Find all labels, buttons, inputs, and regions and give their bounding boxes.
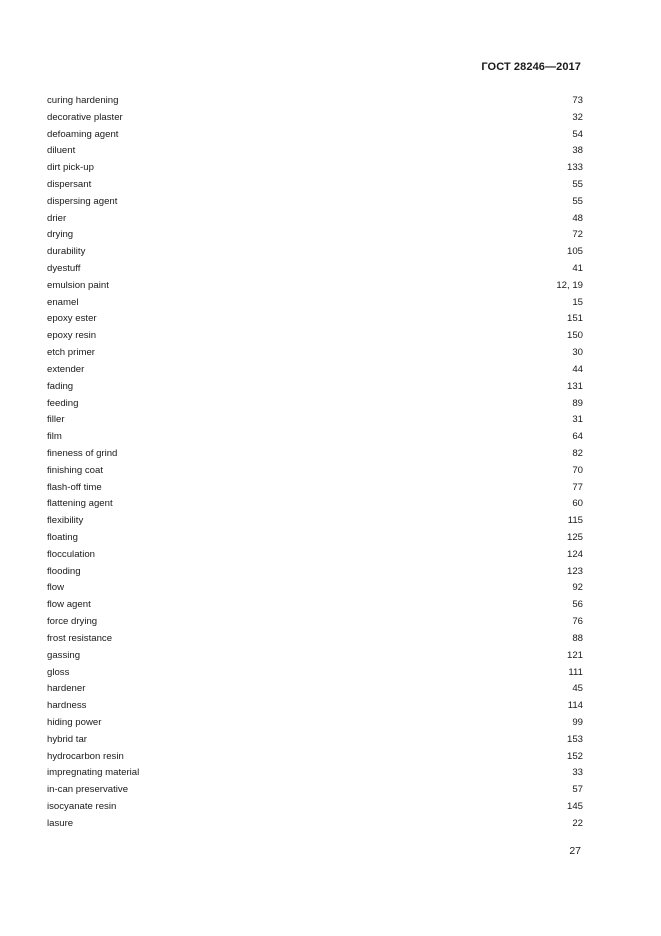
page-number: 27 [569, 845, 581, 857]
index-entry [47, 176, 583, 193]
index-page-ref: 41 [572, 263, 583, 275]
index-entry [47, 748, 583, 765]
index-term: floating [47, 532, 78, 544]
index-term: durability [47, 246, 86, 258]
index-term: finishing coat [47, 464, 103, 476]
index-term: diluent [47, 145, 76, 157]
index-entry [47, 210, 583, 227]
index-term: flow agent [47, 599, 91, 611]
index-term: hiding power [47, 716, 102, 728]
index-page-ref: 152 [566, 750, 583, 762]
index-term: flash-off time [47, 481, 102, 493]
index-entry [47, 815, 583, 832]
index-term: hybrid tar [47, 733, 87, 745]
index-term: flow [47, 582, 65, 594]
index-term: hydrocarbon resin [47, 750, 124, 762]
index-page-ref: 15 [572, 296, 583, 308]
term-index [47, 92, 583, 832]
index-term: flooding [47, 565, 81, 577]
index-page-ref: 145 [566, 801, 583, 813]
index-term: etch primer [47, 347, 95, 359]
index-term: emulsion paint [47, 279, 109, 291]
index-term: dispersant [47, 178, 92, 190]
index-entry [47, 781, 583, 798]
index-entry [47, 596, 583, 613]
index-page-ref: 131 [566, 380, 583, 392]
index-term: drier [47, 212, 67, 224]
index-page-ref: 22 [572, 817, 583, 829]
index-page-ref: 153 [566, 733, 583, 745]
index-page-ref: 32 [572, 111, 583, 123]
index-term: defoaming agent [47, 128, 119, 140]
index-page-ref: 99 [572, 716, 583, 728]
index-page-ref: 57 [572, 784, 583, 796]
index-page-ref: 89 [572, 397, 583, 409]
index-term: lasure [47, 817, 74, 829]
index-page-ref: 105 [566, 246, 583, 258]
index-entry [47, 277, 583, 294]
index-entry [47, 546, 583, 563]
index-entry [47, 512, 583, 529]
index-page-ref: 38 [572, 145, 583, 157]
index-page-ref: 73 [572, 94, 583, 106]
index-entry [47, 344, 583, 361]
index-term: flattening agent [47, 498, 113, 510]
index-term: feeding [47, 397, 79, 409]
index-entry [47, 227, 583, 244]
index-page-ref: 88 [572, 632, 583, 644]
index-term: hardness [47, 700, 87, 712]
index-page-ref: 55 [572, 178, 583, 190]
index-term: force drying [47, 616, 98, 628]
index-term: decorative plaster [47, 111, 123, 123]
index-entry [47, 361, 583, 378]
index-term: in-can preservative [47, 784, 129, 796]
index-entry [47, 798, 583, 815]
index-entry [47, 126, 583, 143]
index-page-ref: 12, 19 [556, 279, 583, 291]
index-entry [47, 159, 583, 176]
index-entry [47, 647, 583, 664]
index-entry [47, 765, 583, 782]
index-page-ref: 77 [572, 481, 583, 493]
index-page-ref: 124 [566, 548, 583, 560]
index-term: hardener [47, 683, 86, 695]
index-entry [47, 580, 583, 597]
index-term: dispersing agent [47, 195, 118, 207]
index-entry [47, 697, 583, 714]
index-term: fading [47, 380, 74, 392]
index-page-ref: 92 [572, 582, 583, 594]
index-entry [47, 193, 583, 210]
index-entry [47, 630, 583, 647]
index-page-ref: 48 [572, 212, 583, 224]
index-page-ref: 56 [572, 599, 583, 611]
index-page-ref: 31 [572, 414, 583, 426]
index-term: gloss [47, 666, 70, 678]
index-term: flexibility [47, 515, 84, 527]
index-term: epoxy resin [47, 330, 97, 342]
index-page-ref: 64 [572, 431, 583, 443]
index-page-ref: 133 [566, 162, 583, 174]
index-page-ref: 72 [572, 229, 583, 241]
index-entry [47, 529, 583, 546]
index-page-ref: 55 [572, 195, 583, 207]
index-entry [47, 613, 583, 630]
index-term: isocyanate resin [47, 801, 117, 813]
index-page-ref: 54 [572, 128, 583, 140]
index-page-ref: 70 [572, 464, 583, 476]
index-entry [47, 311, 583, 328]
index-term: gassing [47, 649, 81, 661]
index-term: dyestuff [47, 263, 81, 275]
index-page-ref: 60 [572, 498, 583, 510]
index-term: film [47, 431, 62, 443]
index-term: filler [47, 414, 65, 426]
index-page-ref: 111 [568, 666, 583, 678]
index-entry [47, 563, 583, 580]
index-term: impregnating material [47, 767, 140, 779]
index-entry [47, 395, 583, 412]
index-entry [47, 428, 583, 445]
index-term: fineness of grind [47, 447, 118, 459]
index-entry [47, 462, 583, 479]
index-entry [47, 327, 583, 344]
index-page-ref: 125 [566, 532, 583, 544]
index-entry [47, 243, 583, 260]
index-page-ref: 123 [566, 565, 583, 577]
index-page-ref: 30 [572, 347, 583, 359]
index-page-ref: 151 [566, 313, 583, 325]
index-entry [47, 479, 583, 496]
index-page-ref: 44 [572, 363, 583, 375]
document-header: ГОСТ 28246—2017 [481, 61, 581, 73]
index-term: extender [47, 363, 85, 375]
index-entry [47, 294, 583, 311]
index-page-ref: 33 [572, 767, 583, 779]
index-entry [47, 496, 583, 513]
index-page-ref: 150 [566, 330, 583, 342]
index-page-ref: 115 [567, 515, 583, 527]
index-entry [47, 142, 583, 159]
index-page-ref: 121 [566, 649, 583, 661]
index-page-ref: 76 [572, 616, 583, 628]
index-term: curing hardening [47, 94, 119, 106]
index-term: drying [47, 229, 74, 241]
index-entry [47, 109, 583, 126]
index-entry [47, 445, 583, 462]
index-term: frost resistance [47, 632, 113, 644]
index-entry [47, 714, 583, 731]
index-term: epoxy ester [47, 313, 97, 325]
index-page-ref: 82 [572, 447, 583, 459]
index-term: enamel [47, 296, 79, 308]
index-entry [47, 411, 583, 428]
index-term: dirt pick-up [47, 162, 94, 174]
index-entry [47, 731, 583, 748]
index-page-ref: 114 [567, 700, 583, 712]
index-entry [47, 92, 583, 109]
index-page-ref: 45 [572, 683, 583, 695]
index-entry [47, 260, 583, 277]
index-entry [47, 378, 583, 395]
index-entry [47, 664, 583, 681]
index-entry [47, 680, 583, 697]
index-term: flocculation [47, 548, 95, 560]
